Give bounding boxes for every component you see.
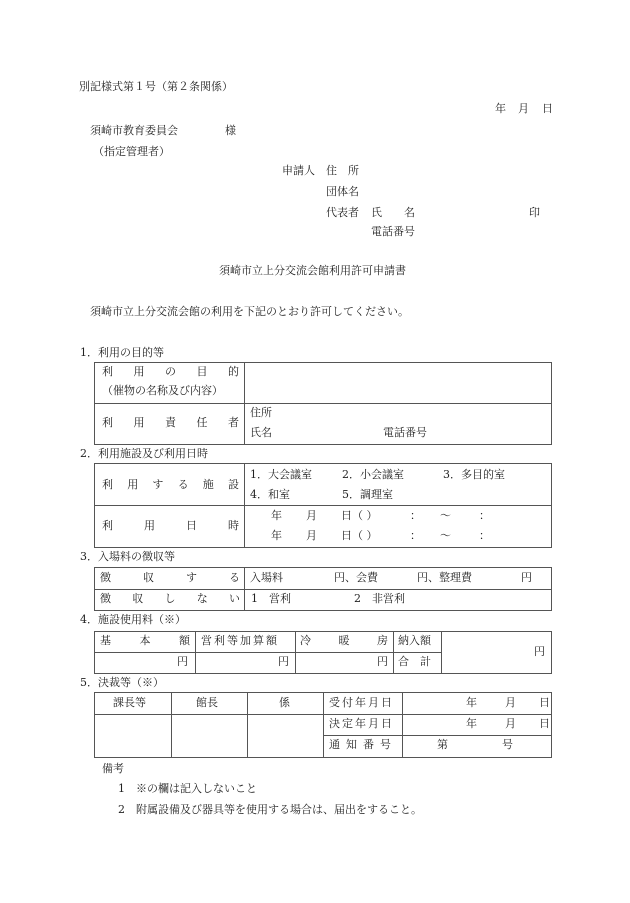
facility-label: 利 用 す る 施 設 <box>102 478 239 491</box>
decided-year: 年 <box>466 717 477 730</box>
applicant-label: 申請人 <box>282 164 315 177</box>
date-day: 日 <box>542 102 553 115</box>
decided-month: 月 <box>505 717 516 730</box>
date-year: 年 <box>495 102 506 115</box>
date-month: 月 <box>518 102 529 115</box>
handling-fee-yen: 円 <box>521 571 532 584</box>
responsible-label: 利 用 責 任 者 <box>102 416 239 429</box>
datetime-day: 日（ ） <box>341 509 378 522</box>
basic-fee-yen: 円 <box>177 655 188 668</box>
address-label: 住 所 <box>326 164 359 177</box>
document-title: 須崎市立上分交流会館利用許可申請書 <box>219 264 406 277</box>
total-label-2: 合 計 <box>398 655 431 668</box>
notes-heading: 備考 <box>102 762 124 775</box>
note-number: 1 <box>118 782 125 795</box>
datetime-colon: ： <box>410 529 421 542</box>
note-number: 2 <box>118 803 125 816</box>
facility-option-1[interactable]: 1．大会議室 <box>250 468 312 481</box>
membership-fee-field[interactable]: 円、会費 <box>334 571 378 584</box>
group-label: 団体名 <box>326 185 359 198</box>
note-text: 附属設備及び器具等を使用する場合は、届出をすること。 <box>136 803 422 816</box>
approval-table <box>94 692 552 758</box>
noncommercial-option[interactable]: 2 非営利 <box>354 592 405 605</box>
aircon-yen: 円 <box>377 655 388 668</box>
datetime-tilde: ～ <box>440 509 451 522</box>
form-number: 別記様式第１号（第２条関係） <box>79 80 233 93</box>
responsible-address-label: 住所 <box>250 406 272 419</box>
intro-text: 須崎市立上分交流会館の利用を下記のとおり許可してください。 <box>90 305 409 318</box>
section4-heading: 4．施設使用料（※） <box>80 613 186 626</box>
received-date-label: 受付年月日 <box>329 696 394 709</box>
handling-fee-field[interactable]: 円、整理費 <box>417 571 472 584</box>
no-collect-label: 徴 収 し な い <box>100 592 240 605</box>
responsible-name-label: 氏名 <box>250 426 272 439</box>
datetime-colon: ： <box>479 529 490 542</box>
approver-section-chief: 課長等 <box>113 696 146 709</box>
section5-heading: 5．決裁等（※） <box>80 676 164 689</box>
received-month: 月 <box>505 696 516 709</box>
representative-label: 代表者 <box>326 206 359 219</box>
commercial-option[interactable]: 1 営利 <box>251 592 291 605</box>
seal-mark: 印 <box>529 206 540 219</box>
facility-option-3[interactable]: 3．多目的室 <box>443 468 505 481</box>
section2-heading: 2．利用施設及び利用日時 <box>80 447 208 460</box>
notice-suffix: 号 <box>502 738 513 751</box>
total-label-1: 納入額 <box>398 634 431 647</box>
datetime-year: 年 <box>271 529 282 542</box>
decided-date-label: 決定年月日 <box>329 717 394 730</box>
datetime-label: 利 用 日 時 <box>102 519 239 532</box>
notice-number-label: 通知番号 <box>329 738 397 751</box>
datetime-tilde: ～ <box>440 529 451 542</box>
note-text: ※の欄は記入しないこと <box>136 782 257 795</box>
purpose-field[interactable] <box>248 363 548 401</box>
addressee-alt: （指定管理者） <box>93 145 170 158</box>
datetime-colon: ： <box>479 509 490 522</box>
phone-label: 電話番号 <box>371 225 415 238</box>
facility-option-5[interactable]: 5．調理室 <box>342 488 393 501</box>
decided-day: 日 <box>539 717 550 730</box>
honorific: 様 <box>225 124 236 137</box>
datetime-month: 月 <box>306 509 317 522</box>
purpose-sublabel: （催物の名称及び内容） <box>102 384 223 397</box>
addressee: 須崎市教育委員会 <box>90 124 178 137</box>
received-year: 年 <box>466 696 477 709</box>
purpose-label: 利 用 の 目 的 <box>102 365 239 378</box>
aircon-label: 冷 暖 房 <box>300 634 388 647</box>
section3-heading: 3．入場料の徴収等 <box>80 550 175 563</box>
datetime-colon: ： <box>410 509 421 522</box>
section1-heading: 1．利用の目的等 <box>80 346 164 359</box>
notice-prefix: 第 <box>437 738 448 751</box>
name-label: 氏 名 <box>371 206 415 219</box>
datetime-year: 年 <box>271 509 282 522</box>
surcharge-yen: 円 <box>278 655 289 668</box>
responsible-phone-label: 電話番号 <box>383 426 427 439</box>
admission-fee-field[interactable]: 入場料 <box>250 571 283 584</box>
approver-staff: 係 <box>279 696 290 709</box>
datetime-day: 日（ ） <box>341 529 378 542</box>
total-yen: 円 <box>534 645 545 658</box>
facility-option-4[interactable]: 4．和室 <box>250 488 290 501</box>
collect-label: 徴 収 す る <box>100 571 240 584</box>
approver-director: 館長 <box>196 696 218 709</box>
basic-fee-label: 基 本 額 <box>100 634 190 647</box>
received-day: 日 <box>539 696 550 709</box>
commercial-surcharge-label: 営利等加算額 <box>201 634 279 647</box>
facility-option-2[interactable]: 2．小会議室 <box>342 468 404 481</box>
datetime-month: 月 <box>306 529 317 542</box>
